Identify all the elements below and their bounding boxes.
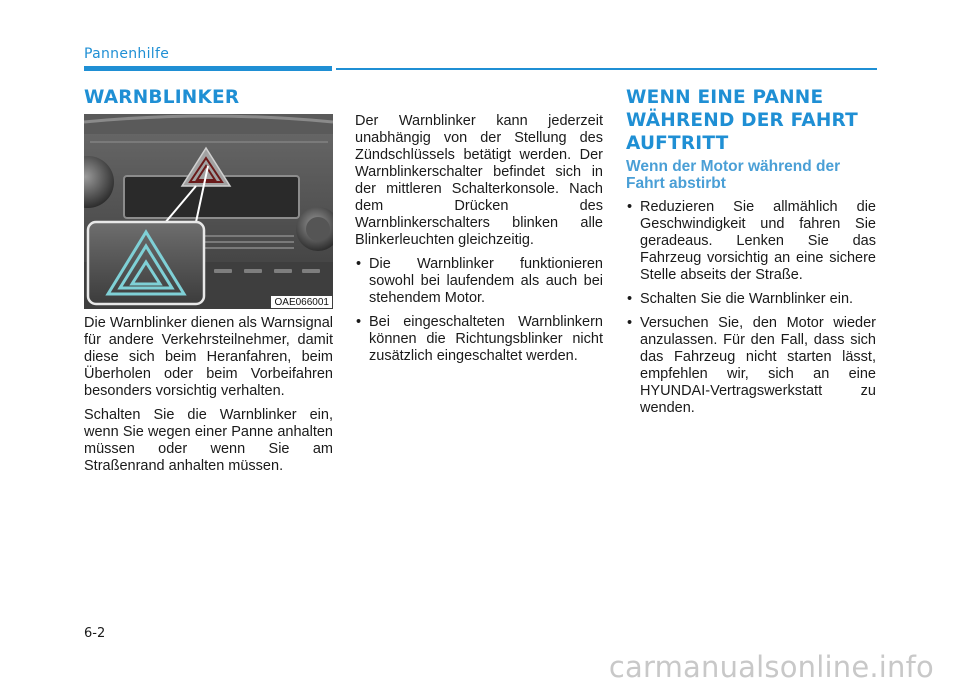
header-rule-thin — [336, 68, 877, 70]
section-label: Pannenhilfe — [84, 46, 170, 62]
hazard-warning-triangle-icon — [88, 222, 204, 304]
list-item — [626, 199, 876, 284]
list-item — [626, 315, 876, 417]
warnblinker-heading: WARNBLINKER — [84, 87, 240, 108]
column-3 — [626, 158, 876, 424]
watermark: carmanualsonline.info — [608, 650, 934, 684]
list-item-text: Die Warnblinker funktionieren sowohl bei laufendem als auch bei stehendem Motor. — [369, 256, 603, 306]
column-1 — [84, 315, 333, 482]
subheading: Wenn der Motor während der Fahrt abstirbt — [626, 158, 841, 192]
bullet-icon: • — [627, 291, 633, 307]
bullet-icon: • — [627, 315, 633, 331]
bullet-list — [626, 199, 876, 417]
hazard-switch-figure — [84, 114, 333, 309]
bullet-icon: • — [356, 314, 362, 330]
bullet-icon: • — [356, 256, 362, 272]
header-rule-thick — [84, 66, 332, 71]
column-2 — [355, 113, 603, 372]
list-item-text: Bei eingeschalteten Warnblinkern können die Richtungsblinker nicht zusätzlich eingeschaltet werden. — [369, 314, 603, 364]
list-item — [355, 314, 603, 365]
bullet-list — [355, 256, 603, 365]
panne-heading: WENN EINE PANNE WÄHREND DER FAHRT AUFTRITT — [626, 87, 858, 154]
dashboard-photo — [84, 114, 333, 309]
paragraph: Schalten Sie die Warnblinker ein, wenn Sie wegen einer Panne anhalten müssen oder wenn Sie am Straßenrand anhalten müssen. — [84, 407, 333, 474]
bullet-icon: • — [627, 199, 633, 215]
list-item — [626, 291, 876, 308]
paragraph: Die Warnblinker dienen als Warnsignal für andere Verkehrsteilnehmer, damit diese sich beim Heranfahren, beim Überholen oder beim Vorbeifahren besonders vorsichtig verhalten. — [84, 315, 333, 399]
list-item-text: Reduzieren Sie allmählich die Geschwindigkeit und fahren Sie geradeaus. Lenken Sie das Fahrzeug vorsichtig an eine sichere Stelle abseits der Straße. — [640, 199, 876, 283]
list-item — [355, 256, 603, 307]
figure-code: OAE066001 — [271, 296, 333, 308]
page-number: 6-2 — [84, 626, 106, 641]
list-item-text: Schalten Sie die Warnblinker ein. — [640, 291, 854, 307]
paragraph: Der Warnblinker kann jederzeit unabhängig von der Stellung des Zündschlüssels betätigt werden. Der Warnblinkerschalter befindet sich in der mittleren Schalterkonsole. Nach dem Drücken des Warnblinkerschalters blinken alle Blinkerleuchten gleichzeitig. — [355, 113, 603, 248]
list-item-text: Versuchen Sie, den Motor wieder anzulassen. Für den Fall, dass sich das Fahrzeug nicht starten lässt, empfehlen wir, sich an eine HYUNDAI-Vertragswerkstatt zu wenden. — [640, 315, 876, 416]
